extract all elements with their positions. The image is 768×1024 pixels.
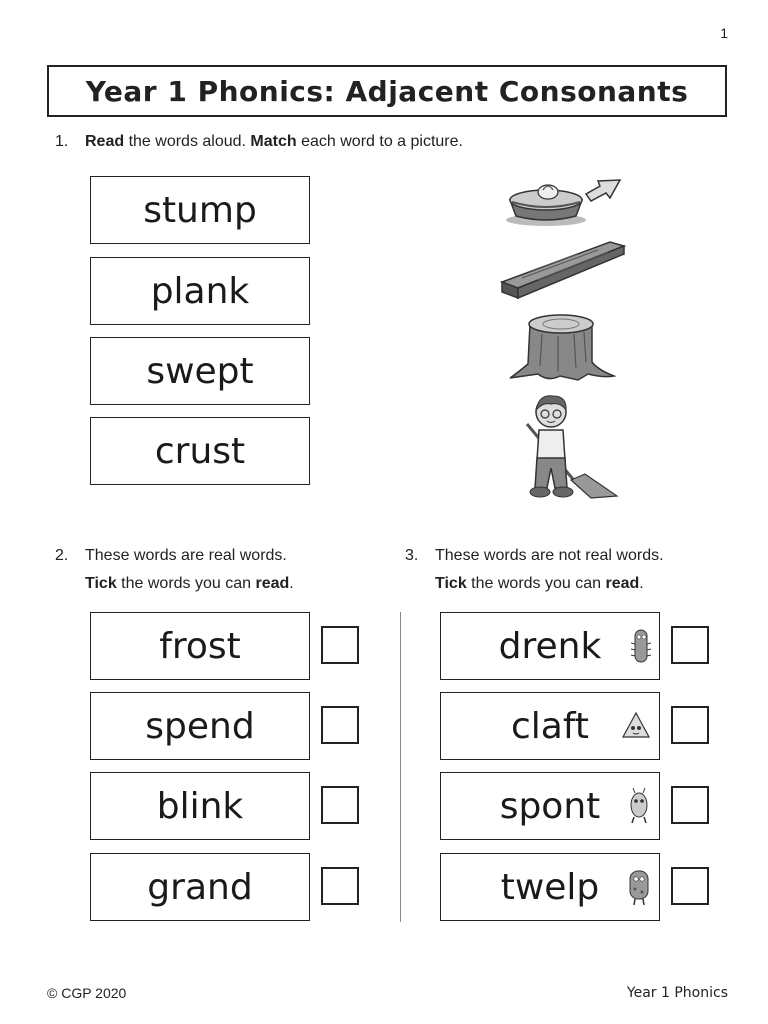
q1-text-1: the words aloud.	[124, 133, 251, 150]
tick-box-spont[interactable]	[671, 786, 709, 824]
column-divider	[400, 612, 401, 922]
real-word-card-spend: spend	[90, 692, 310, 760]
q2-instruction	[55, 542, 294, 598]
nonsense-word-card-twelp	[440, 853, 660, 921]
q2-text-1: the words you can	[116, 575, 256, 592]
q3-bold-read: read	[605, 575, 640, 592]
blob-monster-icon	[627, 787, 651, 825]
nonsense-word-twelp: twelp	[500, 866, 600, 908]
tick-box-claft[interactable]	[671, 706, 709, 744]
footer-series-title: Year 1 Phonics	[626, 985, 728, 1001]
spotty-monster-icon	[627, 867, 651, 907]
q2-bold-read: read	[255, 575, 290, 592]
pie-crust-icon[interactable]	[500, 172, 625, 230]
footer-copyright: © CGP 2020	[47, 985, 127, 1001]
tree-stump-icon[interactable]	[508, 312, 616, 384]
word-card-crust[interactable]: crust	[90, 417, 310, 485]
word-card-stump[interactable]: stump	[90, 176, 310, 244]
q1-instruction	[55, 128, 463, 156]
q1-number: 1.	[55, 133, 69, 150]
tick-box-drenk[interactable]	[671, 626, 709, 664]
q3-line-1: These words are not real words.	[435, 547, 664, 564]
caterpillar-monster-icon	[631, 626, 651, 666]
q2-bold-tick: Tick	[85, 575, 117, 592]
word-card-plank[interactable]: plank	[90, 257, 310, 325]
page-title: Year 1 Phonics: Adjacent Consonants	[47, 65, 727, 117]
real-word-card-grand: grand	[90, 853, 310, 921]
tick-box-blink[interactable]	[321, 786, 359, 824]
boy-sweeping-icon[interactable]	[505, 392, 620, 502]
q3-text-1: the words you can	[466, 575, 606, 592]
q3-number: 3.	[405, 547, 419, 564]
nonsense-word-claft: claft	[510, 705, 589, 747]
q2-number: 2.	[55, 547, 69, 564]
q3-text-2: .	[639, 575, 644, 592]
q1-text-2: each word to a picture.	[296, 133, 463, 150]
q3-bold-tick: Tick	[435, 575, 467, 592]
nonsense-word-card-spont	[440, 772, 660, 840]
q1-bold-read: Read	[85, 133, 125, 150]
nonsense-word-card-claft	[440, 692, 660, 760]
wooden-plank-icon[interactable]	[498, 238, 628, 302]
nonsense-word-spont: spont	[499, 785, 601, 827]
real-word-card-frost: frost	[90, 612, 310, 680]
tick-box-spend[interactable]	[321, 706, 359, 744]
q3-instruction	[405, 542, 664, 598]
q2-text-2: .	[289, 575, 294, 592]
nonsense-word-drenk: drenk	[498, 625, 602, 667]
tick-box-grand[interactable]	[321, 867, 359, 905]
real-word-card-blink: blink	[90, 772, 310, 840]
q1-bold-match: Match	[250, 133, 297, 150]
tick-box-twelp[interactable]	[671, 867, 709, 905]
page-number: 1	[720, 25, 728, 41]
nonsense-word-card-drenk	[440, 612, 660, 680]
word-card-swept[interactable]: swept	[90, 337, 310, 405]
tick-box-frost[interactable]	[321, 626, 359, 664]
triangle-monster-icon	[621, 711, 651, 741]
q2-line-1: These words are real words.	[85, 547, 287, 564]
